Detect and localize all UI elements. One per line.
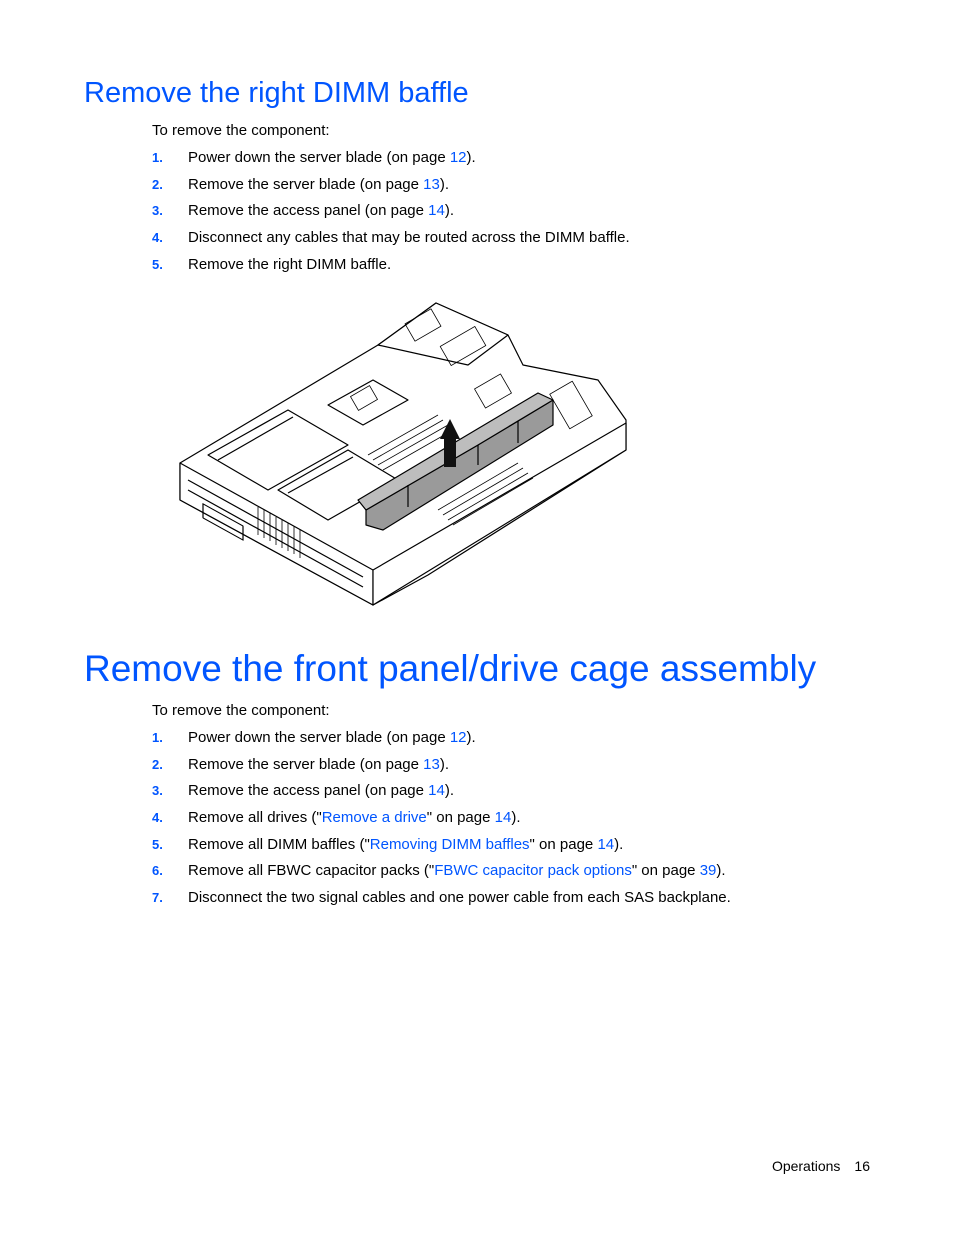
step-item	[152, 755, 731, 782]
step-item	[152, 148, 630, 175]
step-text-end: ).	[466, 149, 476, 166]
page-link[interactable]: 13	[423, 175, 440, 193]
step-number: 3.	[152, 783, 163, 799]
page-number: 16	[854, 1158, 870, 1174]
step-item	[152, 781, 731, 808]
step-text-mid: " on page	[529, 835, 598, 853]
step-text-end: ).	[439, 755, 449, 773]
page-footer	[772, 1158, 870, 1174]
step-text: Remove the server blade (on page	[188, 175, 424, 193]
step-text: Remove the server blade (on page	[188, 755, 424, 773]
step-text-end: ).	[511, 809, 521, 827]
step-number: 2.	[152, 756, 163, 772]
step-text-mid: " on page	[426, 809, 495, 827]
intro-text: To remove the component:	[152, 122, 330, 139]
step-text: Power down the server blade (on page	[188, 149, 450, 166]
intro-text: To remove the component:	[152, 702, 330, 719]
page-link[interactable]: 14	[428, 782, 445, 800]
step-text: Power down the server blade (on page	[188, 729, 450, 746]
section-title-remove-front-panel-drive-cage: Remove the front panel/drive cage assembly	[84, 648, 817, 689]
step-number: 4.	[152, 230, 163, 246]
step-text: Disconnect the two signal cables and one power cable from each SAS backplane.	[188, 889, 731, 907]
topic-link[interactable]: Removing DIMM baffles	[369, 835, 530, 853]
steps-list-right-dimm-baffle	[152, 148, 630, 281]
step-item	[152, 728, 731, 755]
topic-link[interactable]: Remove a drive	[321, 809, 427, 827]
step-text-mid: " on page	[631, 862, 700, 880]
step-text-end: ).	[444, 782, 455, 800]
step-text-end: ).	[614, 835, 624, 853]
step-item	[152, 175, 630, 202]
step-text: Remove the access panel (on page	[188, 202, 429, 220]
step-item	[152, 861, 731, 888]
step-text: Remove all DIMM baffles ("	[188, 835, 370, 853]
page-link[interactable]: 14	[428, 202, 445, 220]
step-number: 6.	[152, 863, 163, 879]
step-text-end: ).	[716, 862, 726, 880]
page-link[interactable]: 13	[423, 755, 440, 773]
step-text: Disconnect any cables that may be routed across the DIMM baffle.	[188, 229, 630, 247]
step-text-end: ).	[444, 202, 455, 220]
page-link[interactable]: 12	[449, 149, 467, 166]
step-item	[152, 808, 731, 835]
page-link[interactable]: 14	[494, 809, 512, 827]
steps-list-front-panel-drive-cage	[152, 728, 731, 915]
step-text: Remove all FBWC capacitor packs ("	[188, 862, 435, 880]
step-number: 5.	[152, 836, 163, 852]
section-title-remove-right-dimm-baffle: Remove the right DIMM baffle	[84, 77, 469, 109]
server-blade-dimm-baffle-illustration	[178, 285, 630, 625]
step-text: Remove the right DIMM baffle.	[188, 255, 392, 273]
step-text: Remove all drives ("	[188, 809, 322, 827]
step-text-end: ).	[439, 175, 449, 193]
step-item	[152, 888, 731, 915]
step-item	[152, 228, 630, 255]
topic-link[interactable]: FBWC capacitor pack options	[434, 862, 632, 880]
footer-section-name: Operations	[771, 1158, 841, 1174]
page-link[interactable]: 14	[597, 835, 615, 853]
step-number: 3.	[152, 203, 163, 219]
step-number: 1.	[152, 150, 163, 165]
page-link[interactable]: 39	[699, 862, 717, 880]
step-number: 7.	[152, 890, 163, 906]
page-link[interactable]: 12	[449, 729, 467, 746]
step-number: 1.	[152, 730, 163, 745]
step-item	[152, 835, 731, 862]
step-number: 2.	[152, 176, 163, 192]
step-text: Remove the access panel (on page	[188, 782, 429, 800]
step-number: 5.	[152, 256, 163, 272]
step-item	[152, 201, 630, 228]
step-text-end: ).	[466, 729, 476, 746]
step-number: 4.	[152, 810, 163, 826]
step-item	[152, 255, 630, 282]
